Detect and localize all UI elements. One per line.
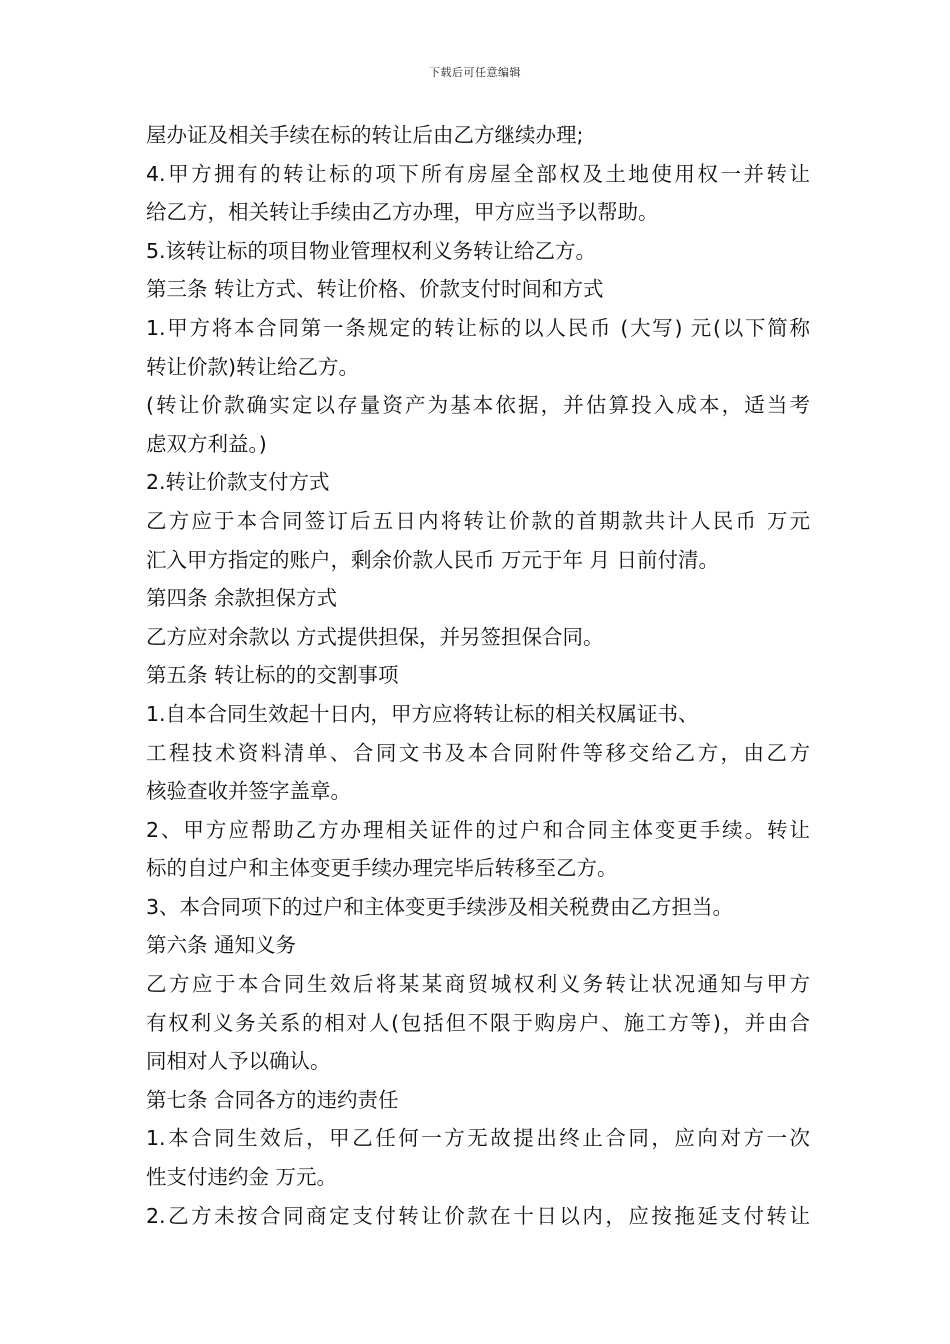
document-line: 第七条 合同各方的违约责任 xyxy=(146,1087,399,1112)
document-line: 工程技术资料清单、合同文书及本合同附件等移交给乙方，由乙方 xyxy=(146,740,810,765)
document-body xyxy=(146,116,810,1235)
document-line: 4.甲方拥有的转让标的项下所有房屋全部权及土地使用权一并转让 xyxy=(146,161,810,186)
document-line: 1.甲方将本合同第一条规定的转让标的以人民币 (大写) 元(以下简称 xyxy=(146,315,810,340)
document-line: 乙方应对余款以 方式提供担保，并另签担保合同。 xyxy=(146,624,604,649)
document-line: 同相对人予以确认。 xyxy=(146,1049,331,1074)
document-line: 第三条 转让方式、转让价格、价款支付时间和方式 xyxy=(146,277,604,302)
document-line: 核验查收并签字盖章。 xyxy=(146,779,351,804)
document-line: 第五条 转让标的的交割事项 xyxy=(146,663,399,688)
document-line: 第四条 余款担保方式 xyxy=(146,586,338,611)
document-line: (转让价款确实定以存量资产为基本依据，并估算投入成本，适当考 xyxy=(146,393,810,418)
document-line: 1.本合同生效后，甲乙任何一方无故提出终止合同，应向对方一次 xyxy=(146,1126,810,1151)
document-line: 2、甲方应帮助乙方办理相关证件的过户和合同主体变更手续。转让 xyxy=(146,817,810,842)
document-line: 3、本合同项下的过户和主体变更手续涉及相关税费由乙方担当。 xyxy=(146,894,734,919)
document-line: 第六条 通知义务 xyxy=(146,933,297,958)
document-line: 2.转让价款支付方式 xyxy=(146,470,330,495)
document-line: 汇入甲方指定的账户，剩余价款人民币 万元于年 月 日前付清。 xyxy=(146,547,720,572)
document-line: 2.乙方未按合同商定支付转让价款在十日以内，应按拖延支付转让 xyxy=(146,1203,810,1228)
document-line: 性支付违约金 万元。 xyxy=(146,1165,338,1190)
document-line: 虑双方利益。) xyxy=(146,431,267,456)
document-line: 乙方应于本合同生效后将某某商贸城权利义务转让状况通知与甲方 xyxy=(146,972,810,997)
page-header: 下载后可任意编辑 xyxy=(429,66,521,79)
document-line: 5.该转让标的项目物业管理权利义务转让给乙方。 xyxy=(146,238,597,263)
document-line: 屋办证及相关手续在标的转让后由乙方继续办理; xyxy=(146,123,584,147)
document-line: 标的自过户和主体变更手续办理完毕后转移至乙方。 xyxy=(146,856,618,881)
document-line: 乙方应于本合同签订后五日内将转让价款的首期款共计人民币 万元 xyxy=(146,508,810,533)
document-line: 1.自本合同生效起十日内，甲方应将转让标的相关权属证书、 xyxy=(146,701,699,726)
document-line: 给乙方，相关转让手续由乙方办理，甲方应当予以帮助。 xyxy=(146,200,659,225)
document-line: 有权利义务关系的相对人(包括但不限于购房户、施工方等)，并由合 xyxy=(146,1010,810,1035)
document-line: 转让价款)转让给乙方。 xyxy=(146,354,359,379)
